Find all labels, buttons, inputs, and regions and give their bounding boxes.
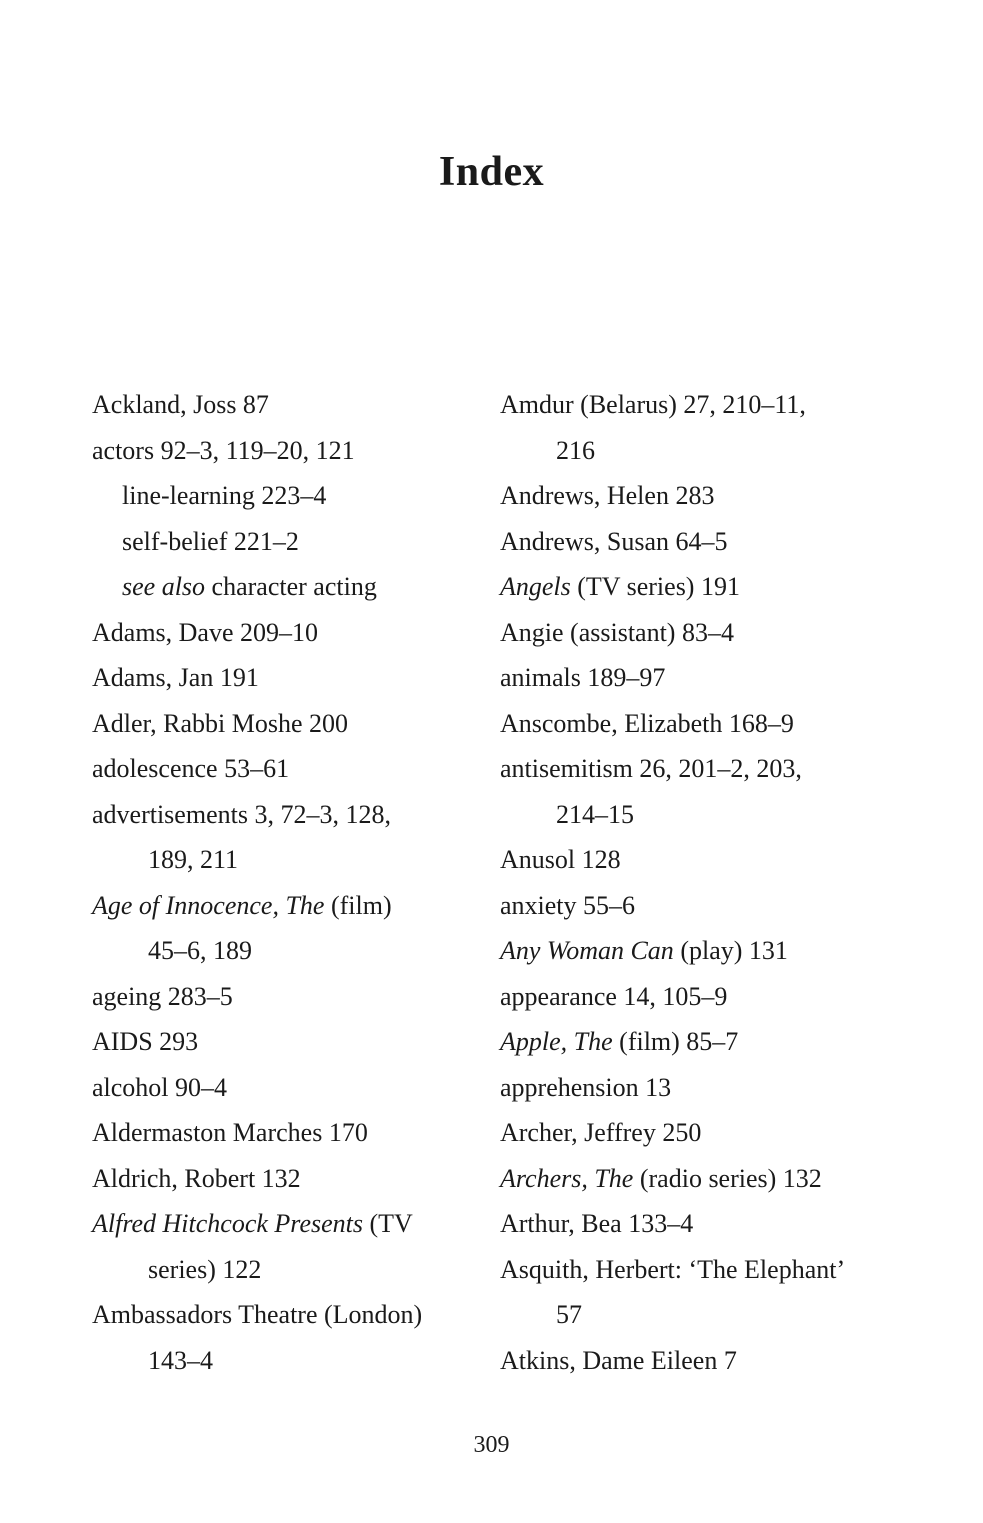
work-title: Apple, The bbox=[500, 1027, 613, 1056]
index-entry: adolescence 53–61 bbox=[92, 754, 290, 783]
entry-detail: (radio series) 132 bbox=[633, 1163, 822, 1193]
index-entry: Anscombe, Elizabeth 168–9 bbox=[500, 708, 794, 738]
index-column-right bbox=[500, 385, 900, 1386]
index-entry: Anusol 128 bbox=[500, 845, 621, 874]
index-entry-continuation: series) 122 bbox=[148, 1254, 262, 1284]
entry-detail: (TV series) 191 bbox=[570, 572, 740, 601]
index-entry: AIDS 293 bbox=[92, 1027, 199, 1056]
work-title: Age of Innocence, The bbox=[92, 890, 325, 920]
index-entry: alcohol 90–4 bbox=[92, 1072, 228, 1102]
index-entry: antisemitism 26, 201–2, 203, bbox=[500, 754, 802, 783]
page-title: Index bbox=[438, 149, 545, 195]
work-title: Angels bbox=[500, 572, 571, 601]
index-entry-continuation: 57 bbox=[556, 1300, 582, 1329]
index-entry: Archer, Jeffrey 250 bbox=[500, 1118, 702, 1147]
index-entry: actors 92–3, 119–20, 121 bbox=[92, 435, 355, 465]
index-entry: Adams, Jan 191 bbox=[92, 663, 259, 692]
work-title: Archers, The bbox=[500, 1163, 634, 1193]
entry-detail: (film) 85–7 bbox=[612, 1027, 739, 1056]
page-number: 309 bbox=[473, 1432, 510, 1458]
index-entry: Amdur (Belarus) 27, 210–11, bbox=[500, 390, 806, 419]
index-entry: Aldrich, Robert 132 bbox=[92, 1163, 301, 1193]
index-entry: Andrews, Susan 64–5 bbox=[500, 526, 728, 556]
entry-detail: (TV bbox=[362, 1209, 413, 1238]
index-entry: Ambassadors Theatre (London) bbox=[92, 1300, 423, 1329]
index-entry: Atkins, Dame Eileen 7 bbox=[500, 1345, 737, 1375]
index-entry: anxiety 55–6 bbox=[500, 890, 636, 920]
index-entry-continuation: 143–4 bbox=[148, 1345, 213, 1375]
index-entry bbox=[92, 1204, 472, 1250]
index-entry: Ackland, Joss 87 bbox=[92, 390, 269, 419]
work-title: Any Woman Can bbox=[500, 936, 674, 965]
see-also-target: character acting bbox=[205, 572, 377, 601]
index-entry: advertisements 3, 72–3, 128, bbox=[92, 799, 391, 829]
index-entry: Adler, Rabbi Moshe 200 bbox=[92, 708, 349, 738]
index-entry bbox=[500, 931, 900, 977]
entry-detail: (play) 131 bbox=[673, 936, 788, 965]
index-entry bbox=[500, 1159, 900, 1205]
work-title: Alfred Hitchcock Presents bbox=[92, 1209, 363, 1238]
index-entry: apprehension 13 bbox=[500, 1072, 672, 1102]
index-entry: Asquith, Herbert: ‘The Elephant’ bbox=[500, 1254, 846, 1284]
index-entry-continuation: 216 bbox=[556, 435, 595, 465]
index-entry: Aldermaston Marches 170 bbox=[92, 1118, 368, 1147]
index-entry: Andrews, Helen 283 bbox=[500, 481, 715, 510]
index-entry-continuation: 214–15 bbox=[556, 799, 634, 829]
index-entry: Angie (assistant) 83–4 bbox=[500, 617, 734, 647]
index-entry bbox=[500, 1022, 900, 1068]
index-entry: Arthur, Bea 133–4 bbox=[500, 1209, 694, 1238]
index-entry: ageing 283–5 bbox=[92, 981, 233, 1011]
index-subentry: line-learning 223–4 bbox=[122, 481, 327, 510]
see-also-label: see also bbox=[122, 572, 206, 601]
index-entry bbox=[92, 886, 472, 932]
index-entry: Adams, Dave 209–10 bbox=[92, 617, 319, 647]
index-entry: animals 189–97 bbox=[500, 663, 666, 692]
index-subentry: self-belief 221–2 bbox=[122, 526, 299, 556]
index-column-left bbox=[92, 385, 472, 1386]
index-subentry-see-also bbox=[92, 567, 472, 613]
index-entry: appearance 14, 105–9 bbox=[500, 981, 728, 1011]
index-entry bbox=[500, 567, 900, 613]
entry-detail: (film) bbox=[324, 890, 392, 920]
index-entry-continuation: 45–6, 189 bbox=[148, 936, 252, 965]
index-entry-continuation: 189, 211 bbox=[148, 845, 239, 874]
